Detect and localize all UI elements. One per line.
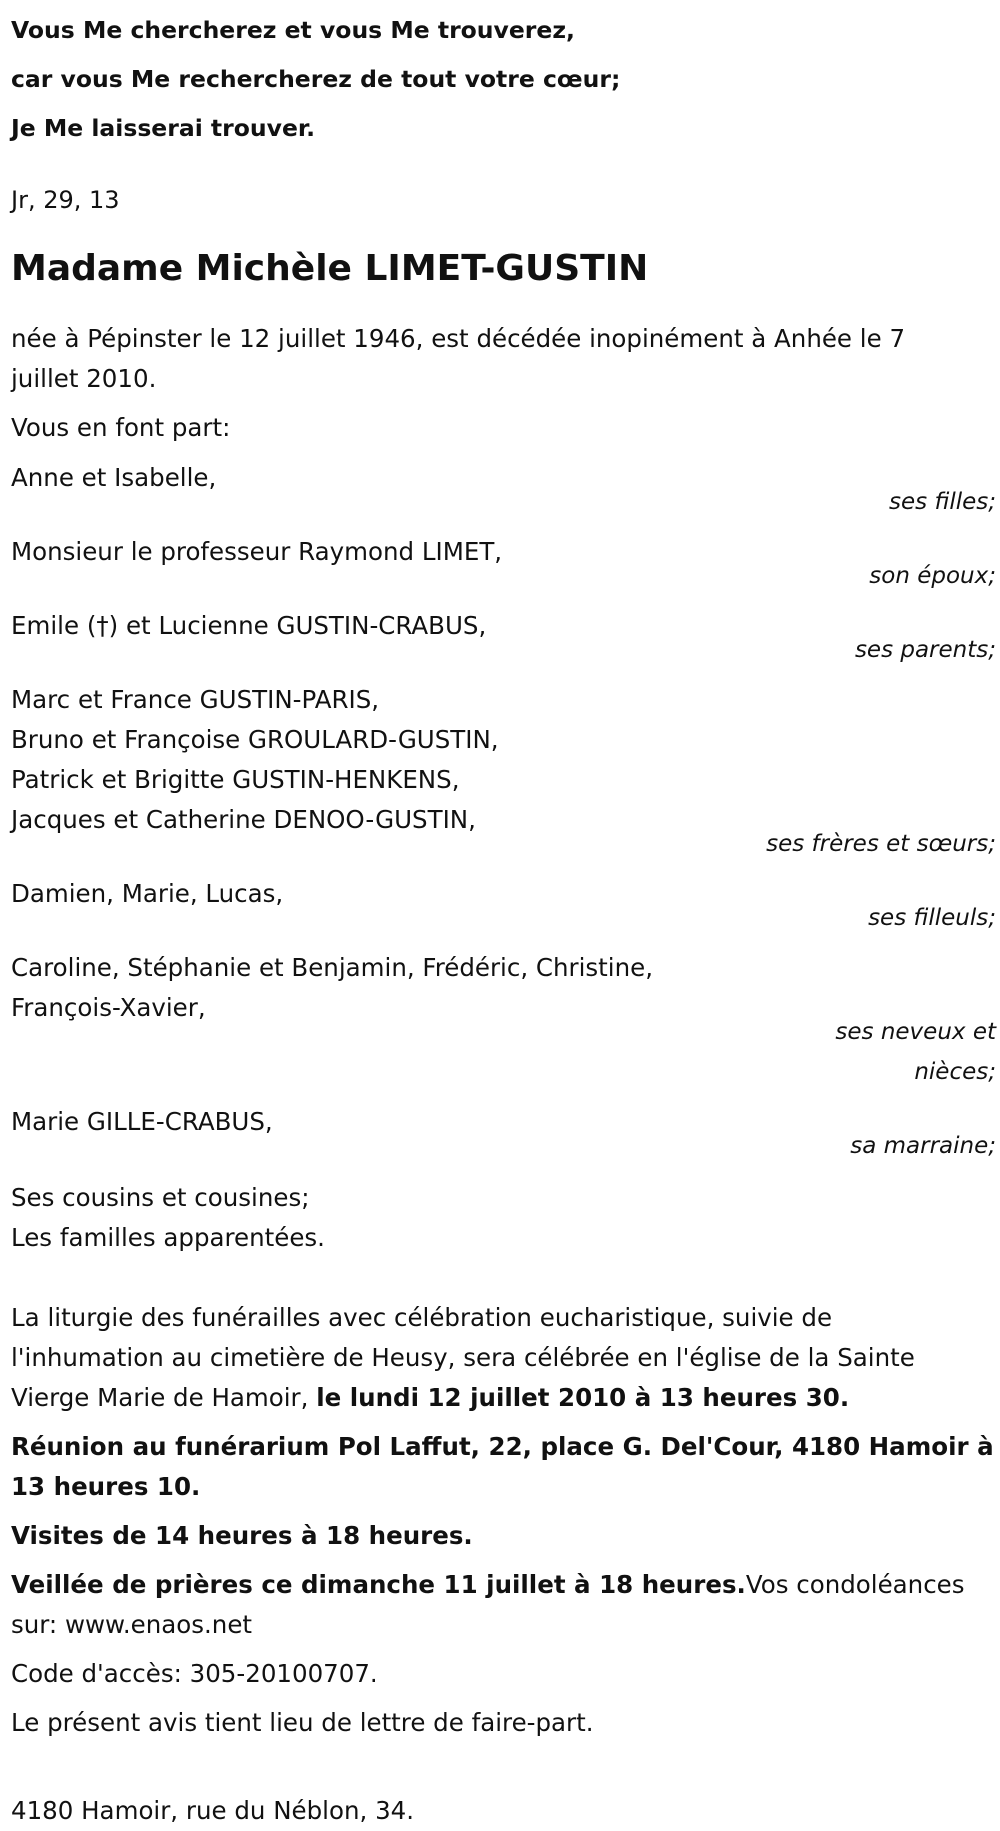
family-role: ses frères et sœurs; (766, 831, 996, 857)
obituary-content (11, 0, 996, 1831)
family-entry-daughters (11, 458, 996, 522)
family-role: ses filles; (889, 489, 996, 515)
access-code: Code d'accès: 305-20100707. (11, 1659, 378, 1688)
verse-line-1: Vous Me chercherez et vous Me trouverez, (11, 16, 575, 44)
liturgy-place: Vierge Marie de Hamoir, (11, 1383, 317, 1412)
reunion-line-2: 13 heures 10. (11, 1472, 201, 1501)
family-role: son époux; (869, 563, 996, 589)
extended-family (11, 1178, 996, 1258)
family-entry-husband (11, 532, 996, 596)
family-entry-parents (11, 606, 996, 670)
family-names: Emile (†) et Lucienne GUSTIN-CRABUS, (11, 611, 487, 640)
verse-line-2: car vous Me rechercherez de tout votre cœur; (11, 65, 621, 93)
family-names: Bruno et Françoise GROULARD-GUSTIN, (11, 725, 499, 754)
reunion-paragraph (11, 1427, 996, 1507)
vigil-paragraph (11, 1565, 996, 1645)
cousins-line: Ses cousins et cousines; (11, 1183, 310, 1212)
family-address: 4180 Hamoir, rue du Néblon, 34. (11, 1796, 415, 1825)
intro-line-2: juillet 2010. (11, 364, 157, 393)
deceased-name: Madame Michèle LIMET-GUSTIN (11, 248, 649, 289)
family-names: Jacques et Catherine DENOO-GUSTIN, (11, 805, 476, 834)
reunion-line-1: Réunion au funérarium Pol Laffut, 22, place G. Del'Cour, 4180 Hamoir à (11, 1432, 994, 1461)
liturgy-date: le lundi 12 juillet 2010 à 13 heures 30. (316, 1383, 850, 1412)
family-role: nièces; (914, 1059, 996, 1085)
announce-text: Vous en font part: (11, 413, 231, 442)
verse-line-3: Je Me laisserai trouver. (11, 114, 316, 142)
notice-text: Le présent avis tient lieu de lettre de faire-part. (11, 1708, 594, 1737)
family-names: Marie GILLE-CRABUS, (11, 1107, 273, 1136)
family-names: Patrick et Brigitte GUSTIN-HENKENS, (11, 765, 460, 794)
condolences-text: Vos condoléances (745, 1570, 965, 1599)
vigil-text: Veillée de prières ce dimanche 11 juillet à 18 heures. (11, 1570, 746, 1599)
family-role: ses parents; (854, 637, 996, 663)
family-names: Monsieur le professeur Raymond LIMET, (11, 537, 503, 566)
family-entry-godchildren (11, 874, 996, 938)
family-names: Caroline, Stéphanie et Benjamin, Frédéric, Christine, (11, 953, 653, 982)
family-entry-siblings (11, 680, 996, 864)
condolences-website: sur: www.enaos.net (11, 1610, 252, 1639)
liturgy-line-2: l'inhumation au cimetière de Heusy, sera célébrée en l'église de la Sainte (11, 1343, 915, 1372)
family-role: ses neveux et (835, 1019, 996, 1045)
liturgy-line-3 (11, 1378, 996, 1418)
family-names: Anne et Isabelle, (11, 463, 217, 492)
visits-text: Visites de 14 heures à 18 heures. (11, 1521, 473, 1550)
family-list (11, 458, 996, 1166)
liturgy-line-1: La liturgie des funérailles avec célébration eucharistique, suivie de (11, 1303, 833, 1332)
bible-verse (11, 0, 996, 153)
family-role: sa marraine; (850, 1133, 996, 1159)
verse-reference: Jr, 29, 13 (11, 186, 120, 214)
family-role: ses filleuls; (868, 905, 996, 931)
relatives-line: Les familles apparentées. (11, 1223, 325, 1252)
family-names: Damien, Marie, Lucas, (11, 879, 284, 908)
family-names: Marc et France GUSTIN-PARIS, (11, 685, 380, 714)
family-entry-nephews (11, 948, 996, 1092)
intro-line-1: née à Pépinster le 12 juillet 1946, est décédée inopinément à Anhée le 7 (11, 324, 906, 353)
birth-death-statement (11, 319, 996, 399)
family-names: François-Xavier, (11, 993, 206, 1022)
family-entry-godmother (11, 1102, 996, 1166)
liturgy-paragraph (11, 1298, 996, 1418)
